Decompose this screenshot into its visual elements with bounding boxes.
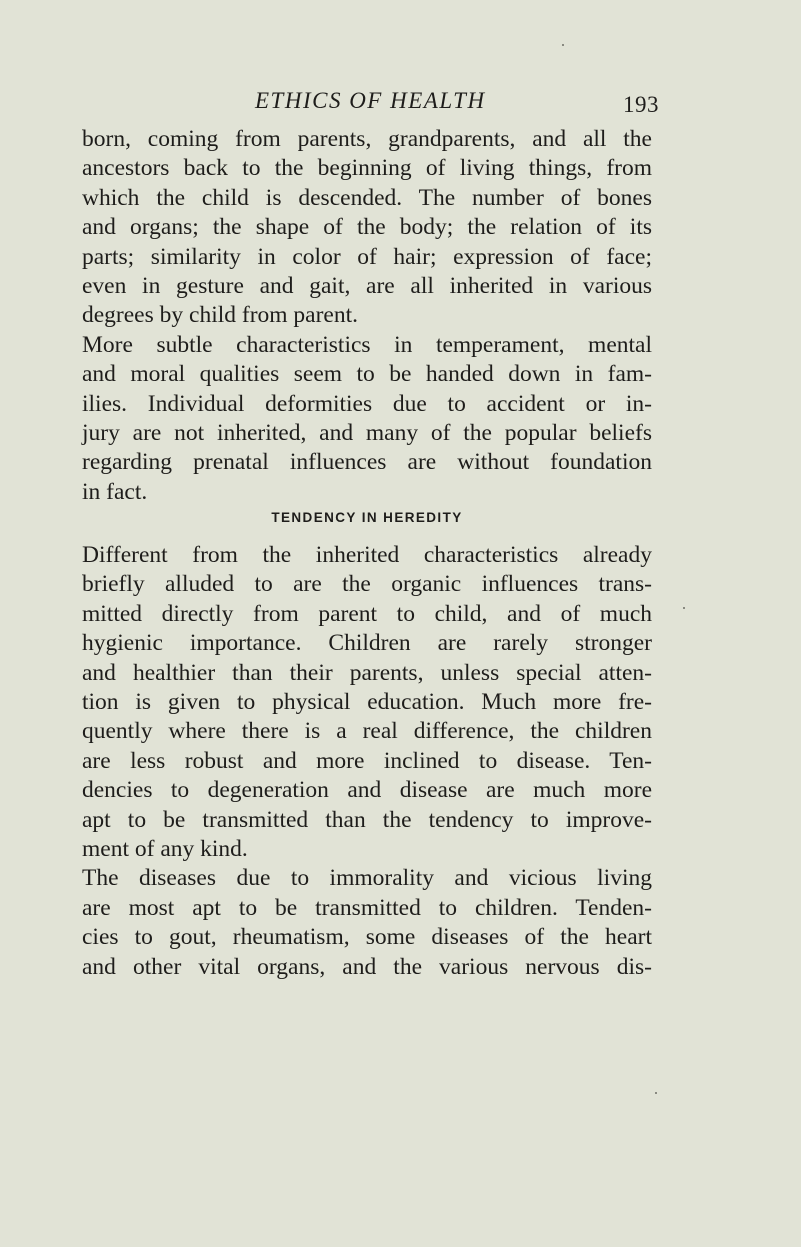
section-heading: TENDENCY IN HEREDITY bbox=[271, 510, 463, 526]
running-head bbox=[0, 86, 801, 118]
text-line: in fact. bbox=[82, 478, 148, 505]
text-line: are less robust and more inclined to disease. Ten- bbox=[82, 747, 652, 774]
paragraph-1 bbox=[82, 125, 652, 331]
paragraph-4 bbox=[82, 864, 652, 982]
text-line: dencies to degeneration and disease are much more bbox=[82, 777, 652, 804]
text-line: ilies. Individual deformities due to accident or in- bbox=[82, 390, 652, 417]
text-line: regarding prenatal influences are without foundation bbox=[82, 449, 652, 476]
text-line: and moral qualities seem to be handed down in fam- bbox=[82, 361, 652, 388]
text-line: jury are not inherited, and many of the popular beliefs bbox=[82, 419, 652, 446]
text-line: ment of any kind. bbox=[82, 835, 248, 862]
paragraph-2 bbox=[82, 331, 652, 507]
text-line: are most apt to be transmitted to children. Tenden- bbox=[82, 894, 652, 921]
text-line: which the child is descended. The number of bones bbox=[82, 184, 652, 211]
text-line: and other vital organs, and the various nervous dis- bbox=[82, 953, 652, 980]
text-line: degrees by child from parent. bbox=[82, 302, 359, 329]
text-line: apt to be transmitted than the tendency to improve- bbox=[82, 806, 652, 833]
paragraph-3 bbox=[82, 541, 652, 864]
paper-speck bbox=[562, 44, 564, 46]
text-line: mitted directly from parent to child, and of much bbox=[82, 600, 652, 627]
paper-speck bbox=[683, 607, 685, 609]
text-line: parts; similarity in color of hair; expression of face; bbox=[82, 243, 652, 270]
text-line: quently where there is a real difference, the children bbox=[82, 718, 652, 745]
running-title: ETHICS OF HEALTH bbox=[255, 88, 486, 113]
text-line: tion is given to physical education. Much more fre- bbox=[82, 689, 652, 716]
text-line: briefly alluded to are the organic influences trans- bbox=[82, 571, 652, 598]
text-line: Different from the inherited characteristics already bbox=[82, 542, 652, 569]
text-line: ancestors back to the beginning of living things, from bbox=[82, 155, 652, 182]
text-line: More subtle characteristics in temperament, mental bbox=[82, 331, 652, 358]
text-line: hygienic importance. Children are rarely stronger bbox=[82, 630, 652, 657]
paper-speck bbox=[655, 1092, 657, 1094]
text-line: even in gesture and gait, are all inherited in various bbox=[82, 272, 652, 299]
text-line: cies to gout, rheumatism, some diseases of the heart bbox=[82, 924, 652, 951]
text-line: born, coming from parents, grandparents, and all the bbox=[82, 126, 652, 152]
text-line: and organs; the shape of the body; the relation of its bbox=[82, 214, 652, 241]
text-line: The diseases due to immorality and vicious living bbox=[82, 865, 652, 892]
text-line: and healthier than their parents, unless special atten- bbox=[82, 659, 652, 686]
page-number: 193 bbox=[623, 92, 659, 117]
body-text bbox=[82, 125, 652, 982]
